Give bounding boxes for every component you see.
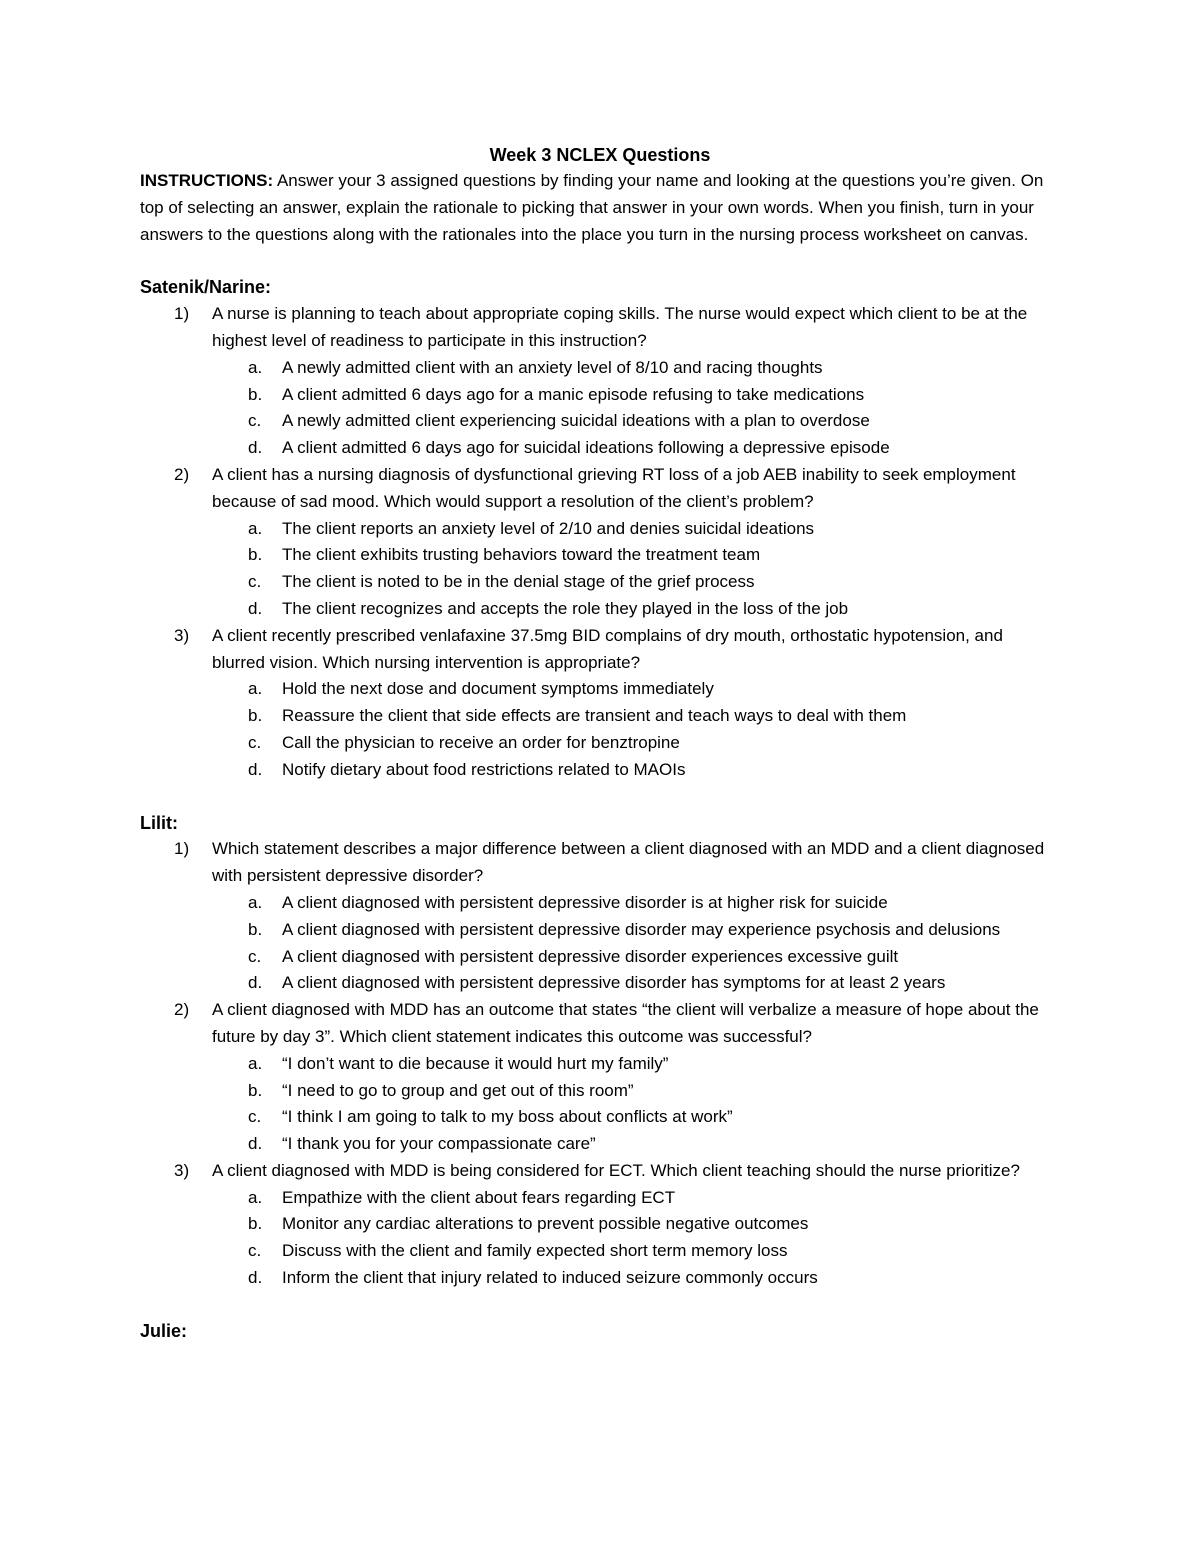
answer-option xyxy=(212,542,1060,569)
question-number: 1) xyxy=(174,839,190,859)
option-text: Inform the client that injury related to induced seizure commonly occurs xyxy=(282,1268,818,1288)
option-letter: b. xyxy=(248,1214,263,1234)
question-number: 2) xyxy=(174,464,190,484)
question-list xyxy=(140,301,1060,783)
question-number: 3) xyxy=(174,625,190,645)
option-letter: c. xyxy=(248,946,262,966)
answer-option xyxy=(212,917,1060,944)
answer-options xyxy=(212,676,1060,783)
option-letter: c. xyxy=(248,572,262,592)
question-number: 2) xyxy=(174,1000,190,1020)
option-text: Hold the next dose and document symptoms immediately xyxy=(282,679,714,699)
question-item xyxy=(140,623,1060,784)
option-text: Call the physician to receive an order for benztropine xyxy=(282,732,680,752)
question-number: 1) xyxy=(174,304,190,324)
option-text: The client exhibits trusting behaviors toward the treatment team xyxy=(282,545,761,565)
option-text: A client admitted 6 days ago for suicidal ideations following a depressive episode xyxy=(282,438,890,458)
option-text: A client diagnosed with persistent depressive disorder may experience psychosis and delusions xyxy=(282,919,1001,939)
instructions-text: Answer your 3 assigned questions by finding your name and looking at the questions you’re given. On top of selecting an answer, explain the rationale to picking that answer in your own words. When you finish, turn in your answers to the questions along with the rationales into the place you turn in the nursing process worksheet on canvas. xyxy=(140,171,1044,244)
option-letter: a. xyxy=(248,1053,263,1073)
answer-option xyxy=(212,435,1060,462)
option-text: “I think I am going to talk to my boss about conflicts at work” xyxy=(282,1107,733,1127)
option-text: The client is noted to be in the denial stage of the grief process xyxy=(282,572,755,592)
option-letter: a. xyxy=(248,679,263,699)
option-letter: a. xyxy=(248,1187,263,1207)
option-letter: c. xyxy=(248,732,262,752)
option-text: Notify dietary about food restrictions related to MAOIs xyxy=(282,759,686,779)
section-heading: Lilit: xyxy=(140,812,178,833)
answer-options xyxy=(212,1051,1060,1158)
answer-option xyxy=(212,1051,1060,1078)
answer-option xyxy=(212,1078,1060,1105)
document-title: Week 3 NCLEX Questions xyxy=(489,145,711,165)
option-letter: b. xyxy=(248,919,263,939)
answer-option xyxy=(212,676,1060,703)
option-text: A client diagnosed with persistent depressive disorder has symptoms for at least 2 years xyxy=(282,973,946,993)
answer-option xyxy=(212,382,1060,409)
option-text: Empathize with the client about fears regarding ECT xyxy=(282,1187,676,1207)
option-text: A client diagnosed with persistent depressive disorder is at higher risk for suicide xyxy=(282,892,888,912)
section-heading: Julie: xyxy=(140,1320,188,1341)
answer-option xyxy=(212,1265,1060,1292)
question-item xyxy=(140,997,1060,1158)
question-number: 3) xyxy=(174,1160,190,1180)
option-text: A newly admitted client with an anxiety level of 8/10 and racing thoughts xyxy=(282,357,823,377)
answer-option xyxy=(212,355,1060,382)
question-text: A client diagnosed with MDD is being considered for ECT. Which client teaching should the nurse prioritize? xyxy=(212,1160,1020,1180)
answer-option xyxy=(212,703,1060,730)
option-text: Discuss with the client and family expected short term memory loss xyxy=(282,1241,788,1261)
answer-options xyxy=(212,890,1060,997)
answer-option xyxy=(212,408,1060,435)
option-letter: d. xyxy=(248,1268,263,1288)
student-section xyxy=(140,810,1060,1292)
option-letter: d. xyxy=(248,1134,263,1154)
question-sections xyxy=(140,274,1060,1344)
instructions-label: INSTRUCTIONS: xyxy=(140,171,274,190)
question-text: A nurse is planning to teach about appropriate coping skills. The nurse would expect which client to be at the highest level of readiness to participate in this instruction? xyxy=(212,304,1028,350)
option-text: A client admitted 6 days ago for a manic episode refusing to take medications xyxy=(282,384,865,404)
question-text: A client diagnosed with MDD has an outcome that states “the client will verbalize a measure of hope about the future by day 3”. Which client statement indicates this outcome was successful? xyxy=(212,1000,1039,1046)
option-text: The client reports an anxiety level of 2/10 and denies suicidal ideations xyxy=(282,518,815,538)
answer-option xyxy=(212,730,1060,757)
option-text: “I need to go to group and get out of this room” xyxy=(282,1080,634,1100)
answer-options xyxy=(212,1185,1060,1292)
option-text: Reassure the client that side effects are transient and teach ways to deal with them xyxy=(282,706,907,726)
answer-option xyxy=(212,1238,1060,1265)
option-letter: b. xyxy=(248,384,263,404)
option-letter: c. xyxy=(248,411,262,431)
option-letter: c. xyxy=(248,1241,262,1261)
option-text: Monitor any cardiac alterations to prevent possible negative outcomes xyxy=(282,1214,809,1234)
student-section xyxy=(140,1318,1060,1345)
option-letter: a. xyxy=(248,892,263,912)
answer-option xyxy=(212,890,1060,917)
option-text: The client recognizes and accepts the role they played in the loss of the job xyxy=(282,598,849,618)
answer-option xyxy=(212,970,1060,997)
option-letter: d. xyxy=(248,973,263,993)
answer-option xyxy=(212,569,1060,596)
question-item xyxy=(140,462,1060,623)
question-text: Which statement describes a major difference between a client diagnosed with an MDD and a client diagnosed with persistent depressive disorder? xyxy=(212,839,1045,886)
question-item xyxy=(140,836,1060,997)
option-text: “I thank you for your compassionate care” xyxy=(282,1134,596,1154)
answer-option xyxy=(212,516,1060,543)
answer-options xyxy=(212,355,1060,462)
option-text: A client diagnosed with persistent depressive disorder experiences excessive guilt xyxy=(282,946,899,966)
option-letter: b. xyxy=(248,545,263,565)
question-text: A client recently prescribed venlafaxine 37.5mg BID complains of dry mouth, orthostatic hypotension, and blurred vision. Which nursing intervention is appropriate? xyxy=(212,625,1003,672)
answer-option xyxy=(212,1211,1060,1238)
option-letter: b. xyxy=(248,706,263,726)
answer-option xyxy=(212,757,1060,784)
question-item xyxy=(140,1158,1060,1292)
option-text: A newly admitted client experiencing suicidal ideations with a plan to overdose xyxy=(282,411,870,431)
option-letter: a. xyxy=(248,518,263,538)
option-letter: c. xyxy=(248,1107,262,1127)
option-letter: b. xyxy=(248,1080,263,1100)
answer-option xyxy=(212,1185,1060,1212)
option-letter: d. xyxy=(248,438,263,458)
option-letter: a. xyxy=(248,357,263,377)
section-heading: Satenik/Narine: xyxy=(140,277,272,298)
answer-option xyxy=(212,1131,1060,1158)
option-letter: d. xyxy=(248,598,263,618)
question-item xyxy=(140,301,1060,462)
instructions-paragraph xyxy=(140,168,1060,248)
answer-option xyxy=(212,944,1060,971)
student-section xyxy=(140,274,1060,783)
option-text: “I don’t want to die because it would hurt my family” xyxy=(282,1053,669,1073)
answer-option xyxy=(212,1104,1060,1131)
question-text: A client has a nursing diagnosis of dysfunctional grieving RT loss of a job AEB inability to seek employment because of sad mood. Which would support a resolution of the client’s problem? xyxy=(212,464,1016,511)
option-letter: d. xyxy=(248,759,263,779)
question-list xyxy=(140,836,1060,1292)
answer-options xyxy=(212,516,1060,623)
answer-option xyxy=(212,596,1060,623)
